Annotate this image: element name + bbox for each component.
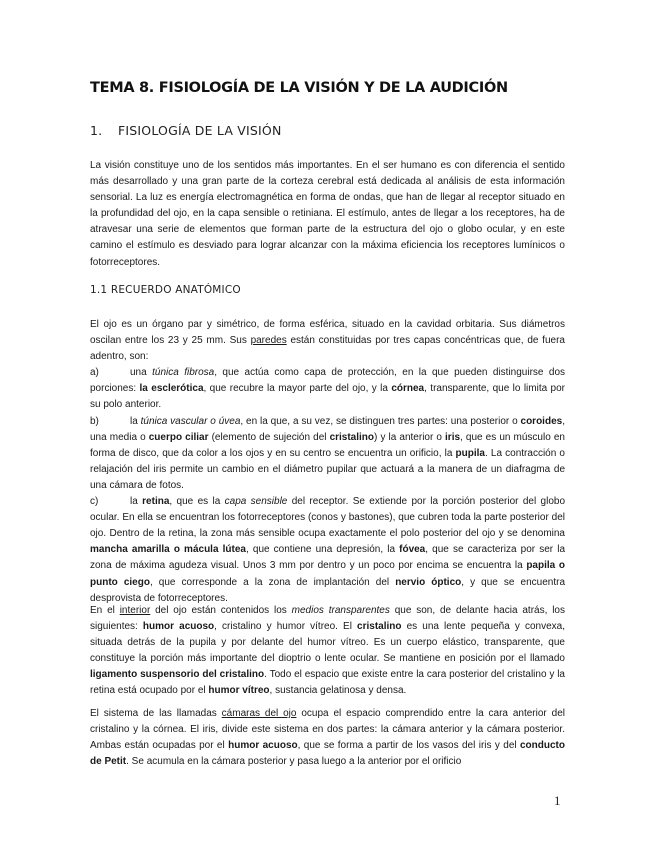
bold-term: mancha amarilla o mácula lútea — [90, 544, 246, 556]
text-run: ocupa el espacio comprendido entre la cara anterior del cristalino y la córnea. El iris, divide este sistema en dos partes: la cámara anterior y la cámara posterior. Ambas están ocupadas por el — [90, 708, 565, 752]
text-run: . La contracción o relajación del iris permite un cambio en el diámetro pupilar que actuará a la manera de un diafragma de una cámara de fotos. — [90, 447, 565, 491]
text-run: , que se caracteriza por ser la zona de máxima agudeza visual. Unos 3 mm por dentro y un poco por encima se encuentra la — [90, 544, 566, 572]
text-run: . Se acumula en la cámara posterior y pasa luego a la anterior por el orificio — [126, 756, 462, 768]
list-item-b — [90, 414, 565, 494]
text-run: , sustancia gelatinosa y densa. — [269, 685, 407, 697]
bold-term: iris — [445, 431, 461, 443]
page-number: 1 — [554, 793, 561, 808]
text-run: , que actúa como capa de protección, en la que pueden distinguirse dos porciones: — [90, 367, 566, 395]
text-run: , que se forma a partir de los vasos del iris y del — [297, 740, 520, 752]
text-run: El sistema de las llamadas — [90, 708, 222, 719]
text-run: . Todo el espacio que existe entre la cara posterior del cristalino y la retina está ocupado por el — [90, 669, 565, 697]
text-run: , una media o — [90, 415, 565, 443]
section-label: FISIOLOGÍA DE LA VISIÓN — [118, 123, 282, 138]
underlined-term: interior — [119, 605, 151, 616]
text-run: , que recubre la mayor parte del ojo, y la — [203, 383, 392, 395]
paragraph-text: La visión constituye uno de los sentidos más importantes. En el ser humano es con diferencia el sentido más desarrollado y una gran parte de la corteza cerebral está dedicada al análisis de esta información sensorial. La luz es energía electromagnética en forma de ondas, que han de llegar al receptor situado en la profundidad del ojo, en la capa sensible o retiniana. El estímulo, antes de llegar a los receptores, ha de atravesar una serie de elementos que forman parte de la estructura del ojo o globo ocular, y en este camino el estímulo es desviado para lograr alcanzar con la máxima eficiencia los receptores lumínicos o fotorreceptores. — [90, 160, 565, 268]
text-run: , que corresponde a la zona de implantación del — [149, 576, 396, 588]
bold-term: humor acuoso — [142, 621, 215, 633]
document-title: TEMA 8. FISIOLOGÍA DE LA VISIÓN Y DE LA AUDICIÓN — [90, 80, 508, 96]
section-number: 1. — [90, 123, 103, 138]
bold-term: retina — [142, 496, 170, 508]
bold-term: conducto de Petit — [90, 740, 565, 768]
list-marker: c) — [90, 496, 99, 508]
underlined-term: paredes — [250, 335, 287, 347]
bold-term: nervio óptico — [395, 576, 462, 588]
text-run: ) y la anterior o — [374, 431, 446, 443]
bold-term: la esclerótica — [139, 383, 204, 395]
paragraph-interior — [90, 603, 565, 700]
italic-term: túnica fibrosa — [152, 367, 215, 379]
paragraph-text — [90, 603, 565, 700]
text-run: están constituidas por tres capas concéntricas que, de fuera adentro, son: — [90, 335, 565, 363]
list-marker: b) — [90, 415, 99, 427]
paragraph-walls — [90, 317, 565, 365]
italic-term: capa sensible — [224, 496, 288, 508]
text-run: , en la que, a su vez, se distinguen tres partes: una posterior o — [240, 415, 521, 427]
paragraph-chambers — [90, 706, 565, 770]
text-run: que son, de delante hacia atrás, los siguientes: — [90, 605, 565, 633]
paragraph-anatomy — [90, 317, 565, 607]
bold-term: humor acuoso — [228, 740, 298, 752]
bold-term: córnea — [391, 383, 425, 395]
paragraph-text — [90, 706, 565, 770]
text-run: , que es un músculo en forma de disco, que da color a los ojos y en su centro se encuentra un orificio, la — [90, 431, 565, 459]
text-run: El ojo es un órgano par y simétrico, de forma esférica, situado en la cavidad orbitaria. Sus diámetros oscilan entre los 23 y 25 mm. Sus — [90, 319, 565, 347]
section-heading-1 — [90, 123, 282, 138]
text-run: En el — [90, 605, 120, 616]
text-run: , y que se encuentra desprovista de fotorreceptores. — [90, 576, 566, 604]
italic-term: medios transparentes — [291, 605, 390, 616]
list-item-c — [90, 494, 565, 607]
list-marker: a) — [90, 367, 99, 379]
bold-term: fóvea — [399, 544, 426, 556]
list-item-a — [90, 365, 565, 413]
text-run: es una lente pequeña y convexa, situada detrás de la pupila y por delante del humor vítreo. Es un cuerpo elástico, transparente, que constituye la porción más importante del dioptrio o lente ocular. Se mantiene en posición por el llamado — [90, 621, 565, 665]
bold-term: papila o punto ciego — [90, 560, 565, 588]
text-run: la — [130, 415, 141, 427]
text-run: , que contiene una depresión, la — [245, 544, 400, 556]
text-run: (elemento de sujeción del — [208, 431, 330, 443]
text-run: , cristalino y humor vítreo. El — [214, 621, 358, 633]
text-run: , que es la — [169, 496, 225, 508]
bold-term: humor vítreo — [208, 685, 270, 697]
italic-term: túnica vascular o úvea — [140, 415, 241, 427]
subsection-heading: 1.1 RECUERDO ANATÓMICO — [90, 284, 241, 296]
paragraph-intro — [90, 158, 565, 271]
bold-term: cristalino — [329, 431, 375, 443]
text-run: del ojo están contenidos los — [150, 605, 292, 616]
bold-term: cristalino — [357, 621, 402, 633]
bold-term: ligamento suspensorio del cristalino — [90, 669, 265, 681]
bold-term: pupila — [455, 447, 485, 459]
text-run: , transparente, que lo limita por su polo anterior. — [90, 383, 566, 411]
text-run: la — [130, 496, 143, 508]
text-run: del receptor. Se extiende por la porción posterior del globo ocular. En ella se encuentran los fotorreceptores (conos y bastones), que cubren toda la parte posterior del ojo. Dentro de la retina, la zona más sensible ocupa exactamente el polo posterior del ojo y se denomina — [90, 496, 566, 540]
bold-term: coroides — [520, 415, 563, 427]
text-run: una — [130, 367, 153, 379]
underlined-term: cámaras del ojo — [221, 708, 297, 719]
bold-term: cuerpo ciliar — [148, 431, 209, 443]
